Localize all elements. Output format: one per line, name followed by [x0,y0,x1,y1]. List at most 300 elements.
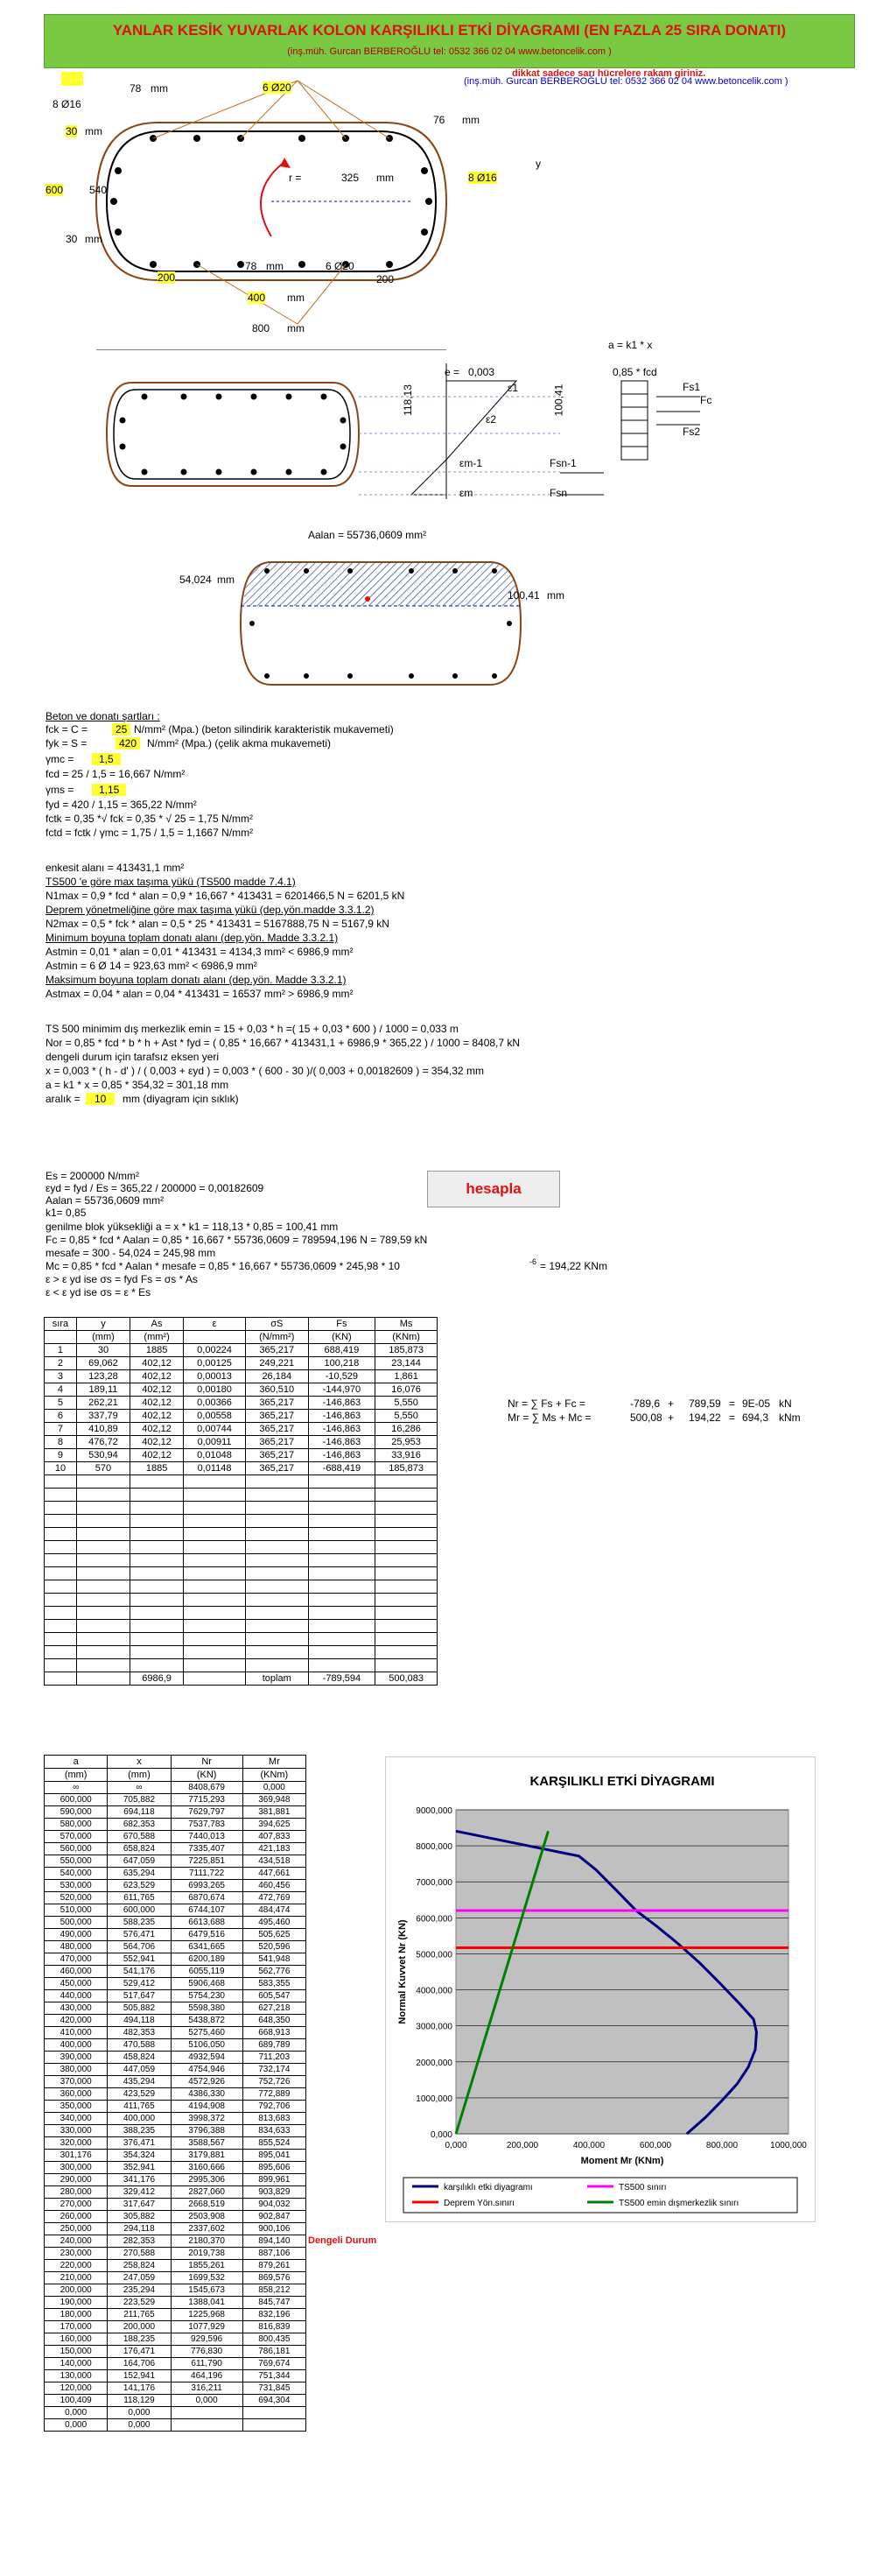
table-cell: 2019,738 [171,2248,242,2260]
table-cell: 5,550 [375,1397,438,1410]
balanced-state-label: Dengeli Durum [308,2235,377,2246]
column-header: Mr [242,1756,305,1769]
column-header: sıra [45,1318,77,1331]
table-cell: 247,059 [108,2272,171,2284]
table-cell: 8 [45,1436,77,1449]
table-cell: 352,941 [108,2162,171,2174]
table-cell: 470,588 [108,2039,171,2052]
table-footer-row [45,1672,438,1686]
table-cell: 0,01048 [184,1449,246,1462]
table-cell: 423,529 [108,2088,171,2101]
table-cell: 180,000 [45,2309,108,2321]
table-cell [130,1475,184,1489]
table-cell [375,1580,438,1594]
table-cell [45,1633,77,1646]
table-cell [130,1502,184,1515]
table-cell: 6613,688 [171,1917,242,1929]
table-row [45,2076,306,2088]
table-cell [375,1541,438,1554]
table-cell: 694,304 [242,2395,305,2407]
table-cell: 7225,851 [171,1855,242,1868]
table-cell: 301,176 [45,2150,108,2162]
input-mid[interactable]: 400 [248,292,266,304]
x-tick-label: 800,000 [705,2141,739,2150]
table-cell: 460,000 [45,1966,108,1978]
table-cell [184,1594,246,1607]
table-row [45,2064,306,2076]
table-cell: 2 [45,1357,77,1370]
table-cell: 627,218 [242,2002,305,2015]
input-gms[interactable]: 1,15 [92,784,126,796]
table-cell [375,1607,438,1620]
table-cell: 834,633 [242,2125,305,2137]
table-row [45,1397,438,1410]
table-cell [245,1659,308,1672]
table-cell: 223,529 [108,2297,171,2309]
table-row [45,1502,438,1515]
table-row [45,1370,438,1383]
table-cell: 282,353 [108,2235,171,2248]
table-cell: 320,000 [45,2137,108,2150]
table-cell: 9 [45,1449,77,1462]
column-unit: (mm) [108,1769,171,1782]
table-cell: 600,000 [108,1904,171,1917]
table-row [45,2223,306,2235]
input-fck[interactable]: 25 [112,723,130,735]
table-row [45,1659,438,1672]
table-cell [245,1502,308,1515]
table-cell [375,1567,438,1580]
table-cell: 365,217 [245,1462,308,1475]
table-cell: 0,000 [45,2407,108,2419]
table-row [45,2150,306,2162]
x-tick-label: 0,000 [445,2141,467,2150]
table-cell: 140,000 [45,2358,108,2370]
table-cell: 400,000 [108,2113,171,2125]
table-cell: 100,218 [308,1357,375,1370]
table-row [45,2248,306,2260]
x-tick-label: 600,000 [639,2141,672,2150]
table-cell: 25,953 [375,1436,438,1449]
table-cell: 895,606 [242,2162,305,2174]
table-cell [130,1554,184,1567]
table-cell [375,1620,438,1633]
table-cell [245,1475,308,1489]
table-cell: 904,032 [242,2199,305,2211]
table-cell [245,1554,308,1567]
table-cell: 570 [76,1462,130,1475]
table-row [45,2382,306,2395]
table-cell: 816,839 [242,2321,305,2333]
y-tick-label: 7000,000 [416,1878,452,1889]
table-cell [184,1580,246,1594]
table-cell: 668,913 [242,2027,305,2039]
input-aralik[interactable]: 10 [86,1093,115,1105]
table-cell [76,1489,130,1502]
table-cell: 648,350 [242,2015,305,2027]
table-cell: 858,212 [242,2284,305,2297]
table-row [45,1554,438,1567]
table-cell: 26,184 [245,1370,308,1383]
table-cell [375,1633,438,1646]
table-cell [184,1541,246,1554]
y-tick-label: 9000,000 [416,1806,452,1816]
y-tick-label: 5000,000 [416,1950,452,1960]
column-header: x [108,1756,171,1769]
table-cell: 152,941 [108,2370,171,2382]
table-cell: 185,873 [375,1344,438,1357]
table-cell: 769,674 [242,2358,305,2370]
table-cell: 470,000 [45,1953,108,1966]
table-cell: 30 [76,1344,130,1357]
table-cell: 0,000 [108,2407,171,2419]
table-row [45,1917,306,1929]
table-row [45,2419,306,2432]
input-base[interactable]: 200 [158,271,176,284]
table-cell: 434,518 [242,1855,305,1868]
table-row [45,2186,306,2199]
table-cell: 5275,460 [171,2027,242,2039]
table-cell [45,1489,77,1502]
table-cell: 588,235 [108,1917,171,1929]
table-cell [45,1567,77,1580]
table-cell: 540,000 [45,1868,108,1880]
table-cell: 262,21 [76,1397,130,1410]
column-unit [45,1331,77,1344]
table-cell [130,1646,184,1659]
table-cell: 670,588 [108,1831,171,1843]
legend-label: karşılıklı etki diyagramı [444,2183,533,2192]
label-aalan: Aalan = 55736,0609 mm² [308,529,427,541]
table-cell [308,1594,375,1607]
table-row [45,1620,438,1633]
table-cell [245,1580,308,1594]
table-row [45,2015,306,2027]
table-cell: 902,847 [242,2211,305,2223]
hesapla-button[interactable]: hesapla [427,1171,560,1207]
section-drawing [35,70,578,350]
table-cell: -146,863 [308,1397,375,1410]
compression-area [236,545,525,693]
table-cell: 800,435 [242,2333,305,2346]
table-cell: 100,409 [45,2395,108,2407]
table-cell [184,1567,246,1580]
table-cell: 360,000 [45,2088,108,2101]
table-cell [184,1659,246,1672]
table-cell: 500,000 [45,1917,108,1929]
table-cell: -10,529 [308,1370,375,1383]
table-cell: 380,000 [45,2064,108,2076]
table-cell: 402,12 [130,1383,184,1397]
table-cell: 560,000 [45,1843,108,1855]
table-cell [245,1567,308,1580]
table-row [45,1607,438,1620]
table-row [45,1383,438,1397]
table-cell: 4932,594 [171,2052,242,2064]
table-cell: 7 [45,1423,77,1436]
table-cell: 705,882 [108,1794,171,1806]
table-cell: 33,916 [375,1449,438,1462]
table-cell [76,1620,130,1633]
table-cell: 290,000 [45,2174,108,2186]
y-tick-label: 4000,000 [416,1986,452,1996]
table-cell: 476,72 [76,1436,130,1449]
table-cell: 751,344 [242,2370,305,2382]
table-row [45,1449,438,1462]
table-cell: 330,000 [45,2125,108,2137]
table-cell: 3588,567 [171,2137,242,2150]
table-row [45,1357,438,1370]
x-tick-label: 400,000 [572,2141,606,2150]
table-cell: 0,00744 [184,1423,246,1436]
table-cell: 623,529 [108,1880,171,1892]
table-cell [76,1607,130,1620]
table-cell [76,1594,130,1607]
column-unit [184,1331,246,1344]
table-cell [76,1633,130,1646]
table-cell: 6341,665 [171,1941,242,1953]
table-cell [308,1515,375,1528]
table-cell: 2827,060 [171,2186,242,2199]
table-cell [130,1528,184,1541]
table-cell: 402,12 [130,1423,184,1436]
input-height[interactable]: 600 [46,184,64,196]
table-row [45,2211,306,2223]
table-cell: 0,000 [242,1782,305,1794]
table-cell: 1855,261 [171,2260,242,2272]
table-cell: 495,460 [242,1917,305,1929]
table-cell: 7335,407 [171,1843,242,1855]
table-cell: 240,000 [45,2235,108,2248]
table-cell: 0,00224 [184,1344,246,1357]
table-cell: 190,000 [45,2297,108,2309]
table-cell: 832,196 [242,2309,305,2321]
table-cell: 447,059 [108,2064,171,2076]
column-header: ε [184,1318,246,1331]
table-cell: 688,419 [308,1344,375,1357]
label-top-w: 78 [130,82,142,95]
table-cell: 541,176 [108,1966,171,1978]
table-cell: 341,176 [108,2174,171,2186]
label-x-val: 118,13 [401,384,414,416]
table-row [45,2137,306,2150]
label-inner-h: 540 [89,184,108,196]
table-cell: 776,830 [171,2346,242,2358]
table-row [45,1941,306,1953]
label-left-val: 54,024 [179,574,212,586]
table-cell [45,1607,77,1620]
table-cell [184,1672,246,1686]
label-fcd: 0,85 * fcd [613,366,657,378]
table-cell: 605,547 [242,1990,305,2002]
table-cell: 0,000 [108,2419,171,2432]
table-cell [171,2407,242,2419]
table-cell [184,1475,246,1489]
table-row [45,1541,438,1554]
table-row [45,2407,306,2419]
table-cell: 0,000 [45,2419,108,2432]
table-cell: 0,00366 [184,1397,246,1410]
table-cell: 792,706 [242,2101,305,2113]
table-cell [45,1528,77,1541]
table-cell: 388,235 [108,2125,171,2137]
table-cell: 5106,050 [171,2039,242,2052]
table-cell: 611,765 [108,1892,171,1904]
table-cell: 337,79 [76,1410,130,1423]
table-row [45,1806,306,1819]
table-row [45,1966,306,1978]
table-cell: 402,12 [130,1436,184,1449]
table-cell: 472,769 [242,1892,305,1904]
table-cell [184,1646,246,1659]
column-unit: (KN) [308,1331,375,1344]
table-row [45,2284,306,2297]
table-cell [242,2407,305,2419]
table-row [45,2333,306,2346]
table-cell: 520,000 [45,1892,108,1904]
table-cell: 7537,783 [171,1819,242,1831]
table-cell: 420,000 [45,2015,108,2027]
website: (inş.müh. Gurcan BERBEROĞLU tel: 0532 366 02 04 www.betoncelik.com ) [464,76,788,87]
chart-title: KARŞILIKLI ETKİ DİYAGRAMI [529,1774,715,1789]
table-cell [308,1528,375,1541]
table-cell: 2668,519 [171,2199,242,2211]
table-cell [375,1515,438,1528]
table-cell [45,1672,77,1686]
interaction-chart [386,1757,815,2221]
table-cell: 365,217 [245,1436,308,1449]
table-cell [130,1620,184,1633]
table-cell: 350,000 [45,2101,108,2113]
column-header: a [45,1756,108,1769]
table-cell: 394,625 [242,1819,305,1831]
table-cell: 564,706 [108,1941,171,1953]
strain-diagram [96,355,726,517]
calc-heading: Beton ve donatı şartları : [46,710,160,722]
table-row [45,2321,306,2333]
table-cell: 249,221 [245,1357,308,1370]
table-cell: 482,353 [108,2027,171,2039]
table-cell: 903,829 [242,2186,305,2199]
table-cell: 258,824 [108,2260,171,2272]
leader-lines [153,81,389,324]
table-cell: 260,000 [45,2211,108,2223]
input-top-bar[interactable]: 6 Ø20 [263,81,291,94]
table-cell [308,1489,375,1502]
input-gmc[interactable]: 1,5 [92,753,121,765]
table-cell: 270,588 [108,2248,171,2260]
y-tick-label: 8000,000 [416,1842,452,1853]
table-cell: 5 [45,1397,77,1410]
table-cell: 390,000 [45,2052,108,2064]
table-cell: 365,217 [245,1344,308,1357]
legend-label: Deprem Yön.sınırı [444,2199,515,2208]
table-cell [130,1489,184,1502]
table-row [45,2395,306,2407]
table-row [45,2260,306,2272]
input-side-bars[interactable]: 8 Ø16 [468,172,497,184]
table-cell: 7715,293 [171,1794,242,1806]
table-cell: 570,000 [45,1831,108,1843]
column-header: As [130,1318,184,1331]
table-cell [375,1594,438,1607]
table-row [45,1633,438,1646]
table-cell: 4754,946 [171,2064,242,2076]
table-row [45,1436,438,1449]
bars-table [44,1317,438,1686]
table-row [45,2297,306,2309]
table-cell: 731,845 [242,2382,305,2395]
table-cell: 170,000 [45,2321,108,2333]
input-fyk[interactable]: 420 [116,737,140,750]
table-cell: 0,01148 [184,1462,246,1475]
table-row [45,2199,306,2211]
table-cell: 402,12 [130,1357,184,1370]
column-header: y [76,1318,130,1331]
table-cell [184,1633,246,1646]
table-row [45,1819,306,1831]
table-cell [130,1567,184,1580]
table-cell: 484,474 [242,1904,305,1917]
table-cell [184,1489,246,1502]
table-cell [308,1620,375,1633]
table-cell: 530,94 [76,1449,130,1462]
input-cover-top[interactable]: 30 [66,125,78,137]
table-cell: 464,196 [171,2370,242,2382]
table-cell: 200,000 [108,2321,171,2333]
table-cell: 235,294 [108,2284,171,2297]
table-row [45,1855,306,1868]
table-row [45,1953,306,1966]
label-r: r = [289,172,302,184]
table-row [45,2052,306,2064]
table-cell: 354,324 [108,2150,171,2162]
table-cell: 7111,722 [171,1868,242,1880]
input-top-bar-cell[interactable] [61,72,83,86]
table-cell: toplam [245,1672,308,1686]
table-cell: 123,28 [76,1370,130,1383]
y-tick-label: 2000,000 [416,2058,452,2068]
table-cell [308,1541,375,1554]
table-cell: 590,000 [45,1806,108,1819]
table-cell: 447,661 [242,1868,305,1880]
table-cell: 230,000 [45,2248,108,2260]
y-tick-label: 3000,000 [416,2022,452,2032]
table-cell: 402,12 [130,1449,184,1462]
table-row [45,1646,438,1659]
table-cell: 895,041 [242,2150,305,2162]
table-cell: 460,456 [242,1880,305,1892]
table-cell [45,1554,77,1567]
table-cell: 6986,9 [130,1672,184,1686]
legend-label: TS500 emin dışmerkezlik sınırı [619,2199,739,2208]
table-cell: 250,000 [45,2223,108,2235]
table-cell: 689,789 [242,2039,305,2052]
table-cell: 600,000 [45,1794,108,1806]
table-cell: -146,863 [308,1410,375,1423]
column-unit: (N/mm²) [245,1331,308,1344]
table-cell: -146,863 [308,1423,375,1436]
table-cell [242,2419,305,2432]
table-cell [76,1672,130,1686]
table-cell: 490,000 [45,1929,108,1941]
table-cell: -146,863 [308,1449,375,1462]
table-cell: 369,948 [242,1794,305,1806]
table-cell [375,1646,438,1659]
table-cell: 5906,468 [171,1978,242,1990]
table-cell: 10 [45,1462,77,1475]
table-cell [375,1502,438,1515]
